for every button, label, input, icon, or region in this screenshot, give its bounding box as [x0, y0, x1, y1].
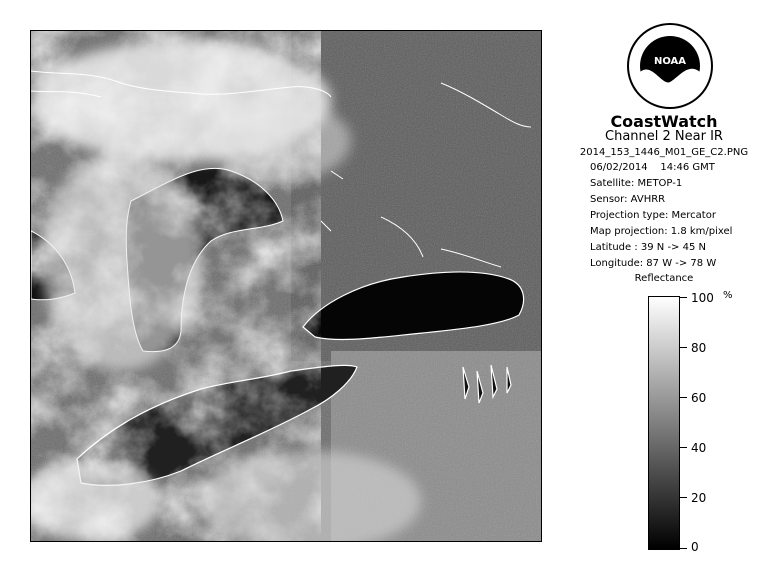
legend-tick: [680, 447, 687, 448]
legend-tick-label: 0: [691, 540, 699, 554]
satellite-scene: [31, 31, 541, 541]
legend-tick: [680, 397, 687, 398]
map-projection-label: Map projection: 1.8 km/pixel: [590, 226, 733, 237]
time-label: 14:46 GMT: [660, 162, 715, 173]
date-label: 06/02/2014: [590, 162, 648, 173]
legend-tick-label: 40: [691, 441, 707, 455]
legend-tick-label: 80: [691, 341, 707, 355]
legend-tick: [680, 497, 687, 498]
legend-tick-label: 20: [691, 491, 707, 505]
latitude-label: Latitude : 39 N -> 45 N: [590, 242, 706, 253]
info-panel: [560, 0, 782, 572]
date-time-line: [590, 162, 715, 173]
legend-tick: [680, 297, 687, 298]
legend-title: Reflectance: [634, 273, 694, 284]
satellite-label: Satellite: METOP-1: [590, 178, 683, 189]
reflectance-colorbar: [648, 296, 680, 550]
noaa-logo: [626, 22, 714, 110]
satellite-image: [30, 30, 542, 542]
longitude-label: Longitude: 87 W -> 78 W: [590, 258, 717, 269]
svg-text:NOAA: NOAA: [653, 56, 687, 67]
legend-tick-label: 100: [691, 291, 714, 305]
legend-tick-label: 60: [691, 391, 707, 405]
filename-label: 2014_153_1446_M01_GE_C2.PNG: [579, 147, 749, 158]
projection-type-label: Projection type: Mercator: [590, 210, 716, 221]
app-title: CoastWatch: [610, 112, 718, 131]
channel-subtitle: Channel 2 Near IR: [605, 129, 723, 144]
legend-tick: [680, 548, 687, 549]
sensor-label: Sensor: AVHRR: [590, 194, 666, 205]
legend-tick: [680, 347, 687, 348]
legend-unit: %: [723, 290, 733, 301]
